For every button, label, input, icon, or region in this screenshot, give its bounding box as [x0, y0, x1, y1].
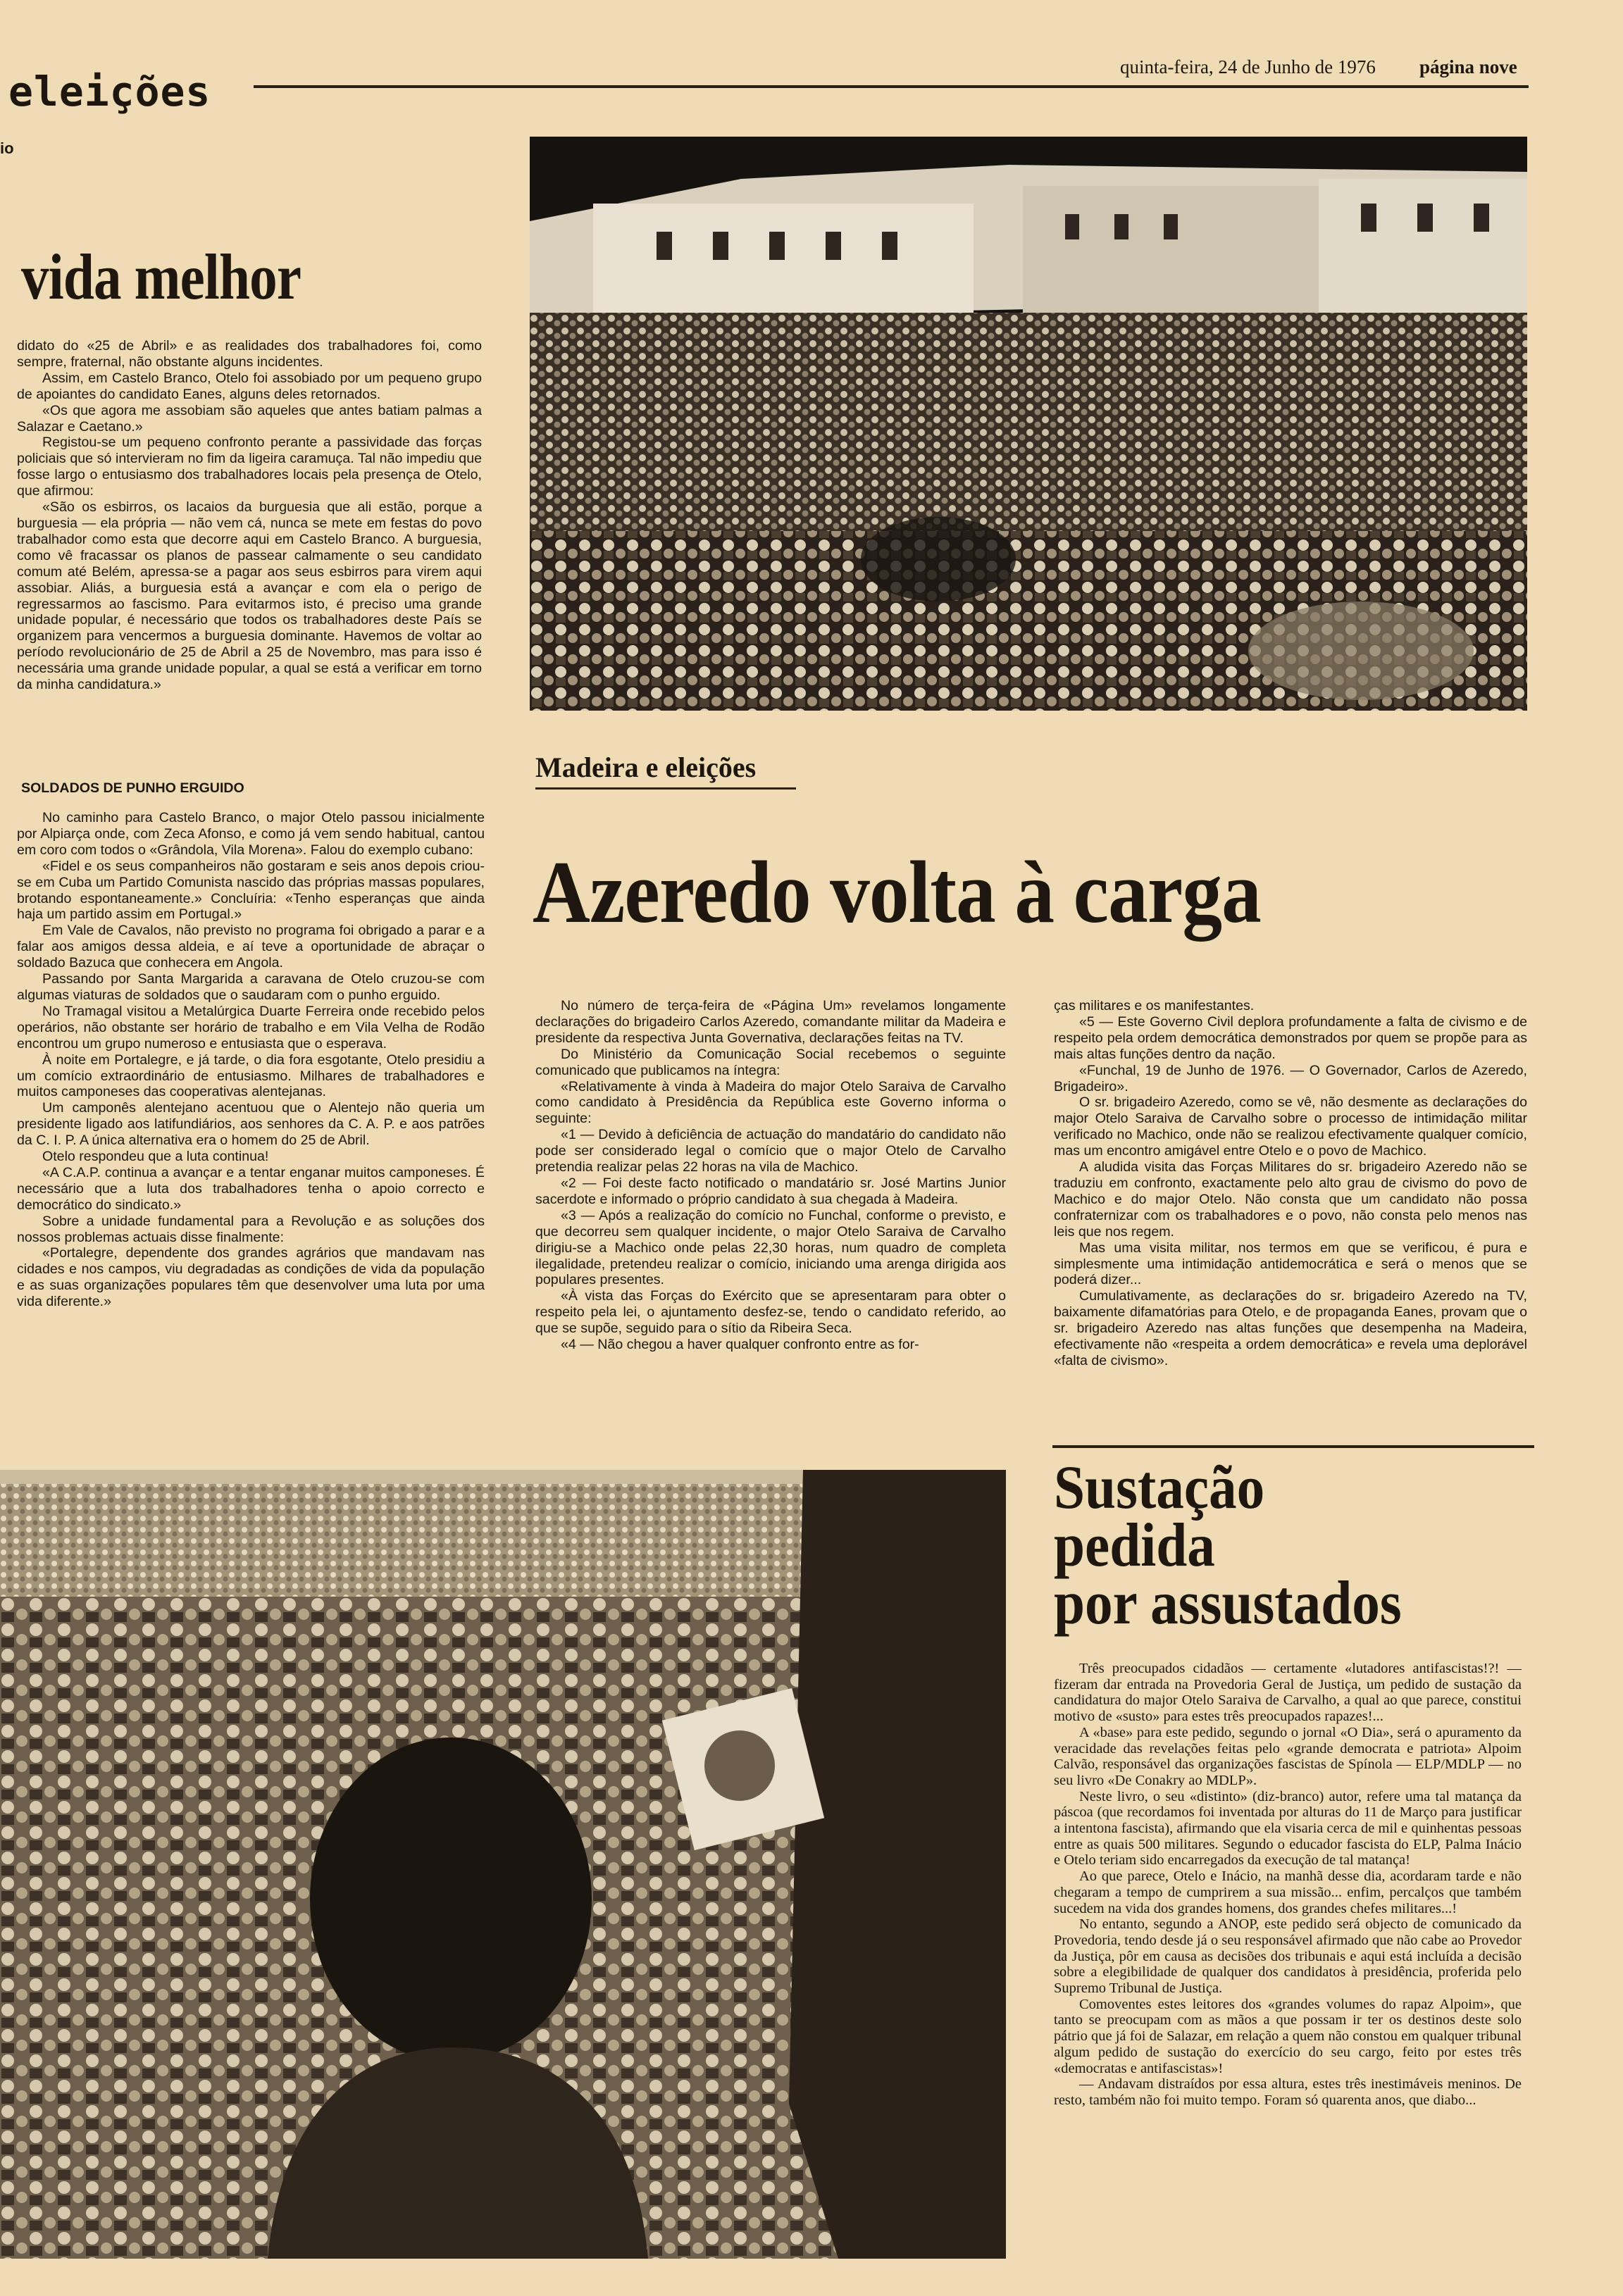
madeira-article-column-1 [535, 998, 1006, 1440]
paragraph: «Funchal, 19 de Junho de 1976. — O Governador, Carlos de Azeredo, Brigadeiro». [1054, 1062, 1527, 1094]
paragraph: «São os esbirros, os lacaios da burguesia que ali estão, porque a burguesia — ela própria — não vem cá, nunca se mete em festas do povo trabalhador como esta que decorre aqui em Castelo Branco. A burguesia, como vê fracassar os planos de passear calmamente o seu candidato comum até Belém, apressa-se a pagar aos seus esbirros para virem aqui assobiar. Aliás, a burguesia está a avançar e com ela o perigo de regressarmos ao fascismo. Para evitarmos isto, é preciso uma grande unidade popular, é necessário que todos os trabalhadores deste País se organizem para vencermos a burguesia dominante. Havemos de voltar ao período revolucionário de 25 de Abril a 25 de Novembro, mas para isso é necessária uma grande unidade popular, a qual se está a verificar em torno da minha candidatura.» [17, 499, 482, 693]
paragraph: «3 — Após a realização do comício no Funchal, conforme o previsto, e que decorreu sem qualquer incidente, o major Otelo Saraiva de Carvalho dirigiu-se a Machico onde pelas 22,30 horas, num quadro de completa ilegalidade, pretendeu realizar o comício, iniciando uma arenga dirigida aos populares presentes. [535, 1207, 1006, 1288]
edge-fragment: io [0, 139, 14, 157]
paragraph: «5 — Este Governo Civil deplora profundamente a falta de civismo e de respeito pela ordem democrática demonstrados por quem se propõe para as mais altas funções dentro da nação. [1054, 1013, 1527, 1062]
paragraph: No caminho para Castelo Branco, o major Otelo passou inicialmente por Alpiarça onde, com Zeca Afonso, e como já vem sendo habitual, cantou em coro com todos o «Grândola, Vila Morena». Falou do exemplo cubano: [17, 810, 485, 858]
paragraph: Registou-se um pequeno confronto perante a passividade das forças policiais que só intervieram no fim da ligeira caramuça. Tal não impediu que fosse largo o entusiasmo dos trabalhadores locais pela presença de Otelo, que afirmou: [17, 435, 482, 499]
paragraph: «1 — Devido à deficiência de actuação do mandatário do candidato não pode ser considerado legal o comício que o major Otelo de Carvalho pretendia realizar pelas 22 horas na vila de Machico. [535, 1127, 1006, 1175]
paragraph: O sr. brigadeiro Azeredo, como se vê, não desmente as declarações do major Otelo Saraiva de Carvalho sobre o processo de intimidação militar verificado no Machico, onde não se realizou efectivamente qualquer comício, mas um encontro amigável entre Otelo e o povo de Machico. [1054, 1094, 1527, 1159]
headline-line: por assustados [1054, 1569, 1402, 1637]
photo-night-crowd-illustration [530, 137, 1527, 711]
paragraph: didato do «25 de Abril» e as realidades dos trabalhadores foi, como sempre, fraternal, não obstante alguns incidentes. [17, 338, 482, 370]
headline-line: pedida [1054, 1511, 1215, 1580]
section-separator-rule [1052, 1445, 1534, 1448]
paragraph: Cumulativamente, as declarações do sr. brigadeiro Azeredo na TV, baixamente difamatórias para Otelo, e de propaganda Eanes, provam que o sr. brigadeiro Azeredo nas altas funções que desempenha na Madeira, efectivamente não «respeita a ordem democrática» e revela uma deplorável «falta de civismo». [1054, 1288, 1527, 1368]
paragraph: «Relativamente à vinda à Madeira do major Otelo Saraiva de Carvalho como candidato à Presidência da República este Governo informa o seguinte: [535, 1078, 1006, 1127]
left-article-body-2 [17, 810, 485, 1465]
paragraph: Do Ministério da Comunicação Social recebemos o seguinte comunicado que publicamos na íntegra: [535, 1046, 1006, 1078]
page-label: página nove [1419, 56, 1517, 77]
paragraph: «4 — Não chegou a haver qualquer confronto entre as for- [561, 1337, 919, 1353]
photo-rally-crowd [0, 1470, 1006, 2259]
paragraph: A aludida visita das Forças Militares do sr. brigadeiro Azeredo não se traduziu em confronto, exactamente pelo alto grau de civismo do povo de Machico e do major Otelo. Não consta que um candidato não possa confraternizar com os trabalhadores e o povo, não consta pelo menos nas leis que nos regem. [1054, 1159, 1527, 1240]
paragraph: À noite em Portalegre, e já tarde, o dia fora esgotante, Otelo presidiu a um comício extraordinário de entusiasmo. Milhares de trabalhadores e muitos camponeses das cooperativas alentejanas. [17, 1052, 485, 1100]
photo-rally-crowd-illustration [0, 1470, 1006, 2259]
kicker-rule [535, 787, 796, 790]
paragraph: Três preocupados cidadãos — certamente «lutadores antifascistas!?! — fizeram dar entrada na Provedoria Geral de Justiça, um pedido de sustação da candidatura do major Otelo Saraiva de Carvalho, a qual ao que parece, constitui motivo de «susto» para estes três preocupados rapazes!... [1054, 1661, 1522, 1725]
paragraph: ças militares e os manifestantes. [1054, 998, 1255, 1013]
paragraph: Ao que parece, Otelo e Inácio, na manhã desse dia, acordaram tarde e não chegaram a tempo de cumprirem a sua missão... enfim, percalços que também sucedem na vida dos grandes homens, dos grandes chefes militares...! [1054, 1868, 1522, 1916]
paragraph: Um camponês alentejano acentuou que o Alentejo não queria um presidente ligado aos latifundiários, aos senhores da C. A. P. e aos patrões da C. I. P. A única alternativa era o homem do 25 de Abril. [17, 1100, 485, 1149]
photo-night-crowd [530, 137, 1527, 711]
paragraph: «Portalegre, dependente dos grandes agrários que mandavam nas cidades e nos campos, viu degradadas as condições de vida da população e as suas organizações populares têm que desenvolver uma luta por uma vida diferente.» [17, 1245, 485, 1310]
paragraph: No número de terça-feira de «Página Um» revelamos longamente declarações do brigadeiro Carlos Azeredo, comandante militar da Madeira e presidente da respectiva Junta Governativa, declarações feitas na TV. [535, 998, 1006, 1046]
headline-sustacao-pedida [1054, 1454, 1472, 1637]
date-line: quinta-feira, 24 de Junho de 1976 [1120, 56, 1376, 77]
left-article-body-1 [17, 338, 482, 775]
paragraph: Em Vale de Cavalos, não previsto no programa foi obrigado a parar e a falar aos amigos dessa aldeia, e aí teve a oportunidade de abraçar o soldado Bazuca que conhecera em Angola. [17, 923, 485, 971]
paragraph: «Fidel e os seus companheiros não gostaram e seis anos depois criou-se em Cuba um Partido Comunista nascido das próprias massas populares, brotando espontaneamente.» Concluíria: «Tenho esperanças que ainda haja um partido assim em Portugal.» [17, 858, 485, 923]
paragraph: Comoventes estes leitores dos «grandes volumes do rapaz Alpoim», que tanto se preocupam com as mãos a que possam ir ter os destinos deste solo pátrio que já foi de Salazar, em relação a quem não constou em qualquer tribunal algum pedido de sustação do exercício do seu cargo, feito por estes três «democratas e antifascistas»! [1054, 1996, 1522, 2076]
paragraph: No Tramagal visitou a Metalúrgica Duarte Ferreira onde recebido pelos operários, não obstante ser horário de trabalho e em Vila Velha de Rodão encontrou um grupo numeroso e entusiasta que o esperava. [17, 1003, 485, 1052]
paragraph: Sobre a unidade fundamental para a Revolução e as soluções dos nossos problemas actuais disse finalmente: [17, 1213, 485, 1245]
paragraph: Mas uma visita militar, nos termos em que se verificou, é pura e simplesmente uma intimidação antidemocrática e será o menos que se poderá dizer... [1054, 1240, 1527, 1288]
paragraph: No entanto, segundo a ANOP, este pedido será objecto de comunicado da Provedoria, tendo desde já o seu responsável afirmado que não cabe ao Provedor da Justiça, pôr em causa as decisões dos tribunais e aqui está incluída a decisão sobre a elegibilidade de qualquer dos candidatos à presidência, proferida pelo Supremo Tribunal de Justiça. [1054, 1916, 1522, 1997]
paragraph: Assim, em Castelo Branco, Otelo foi assobiado por um pequeno grupo de apoiantes do candidato Eanes, alguns deles retornados. [17, 370, 482, 402]
madeira-article-column-2 [1054, 998, 1527, 1440]
section-label: eleições [8, 68, 211, 116]
paragraph: «À vista das Forças do Exército que se apresentaram para obter o respeito pela lei, o ajuntamento desfez-se, tendo o candidato referido, ao que se supõe, seguido para o sítio da Ribeira Seca. [535, 1288, 1006, 1337]
subhead-soldados: SOLDADOS DE PUNHO ERGUIDO [21, 780, 244, 796]
headline-line: Sustação [1054, 1454, 1265, 1522]
header-rule [254, 85, 1529, 88]
headline-azeredo-volta-a-carga: Azeredo volta à carga [533, 844, 1261, 942]
paragraph: Passando por Santa Margarida a caravana de Otelo cruzou-se com algumas viaturas de soldados que o saudaram com o punho erguido. [17, 971, 485, 1003]
paragraph: A «base» para este pedido, segundo o jornal «O Dia», será o apuramento da veracidade das revelações feitas pelo «grande democrata e patriota» Alpoim Calvão, responsável das organizações fascistas de Spínola — ELP/MDLP — no seu livro «De Conakry ao MDLP». [1054, 1724, 1522, 1788]
paragraph: Neste livro, o seu «distinto» (diz-branco) autor, refere uma tal matança da páscoa (que recordamos foi inventada por alturas do 11 de Março para justificar a intentona fascista), afirmando que ela visaria cerca de mil e quinhentas pessoas entre as quais 500 militares. Segundo o educador fascista do ELP, Palma Inácio e Otelo teriam sido encarregados da execução de tal matança! [1054, 1788, 1522, 1868]
paragraph: «A C.A.P. continua a avançar e a tentar enganar muitos camponeses. É necessário que a luta dos trabalhadores tenha o apoio correcto e democrático do sindicato.» [17, 1164, 485, 1213]
sustacao-article-body [1054, 1661, 1522, 2266]
paragraph: «2 — Foi deste facto notificado o mandatário sr. José Martins Junior sacerdote e informado o próprio candidato à sua chegada à Madeira. [535, 1175, 1006, 1207]
headline-vida-melhor: vida melhor [21, 241, 301, 313]
paragraph: — Andavam distraídos por essa altura, estes três inestimáveis meninos. De resto, também não foi muito tempo. Foram só quarenta anos, que diabo... [1054, 2076, 1522, 2108]
paragraph: «Os que agora me assobiam são aqueles que antes batiam palmas a Salazar e Caetano.» [17, 402, 482, 435]
paragraph: Otelo respondeu que a luta continua! [42, 1149, 269, 1165]
kicker-madeira-eleicoes: Madeira e eleições [535, 751, 757, 783]
